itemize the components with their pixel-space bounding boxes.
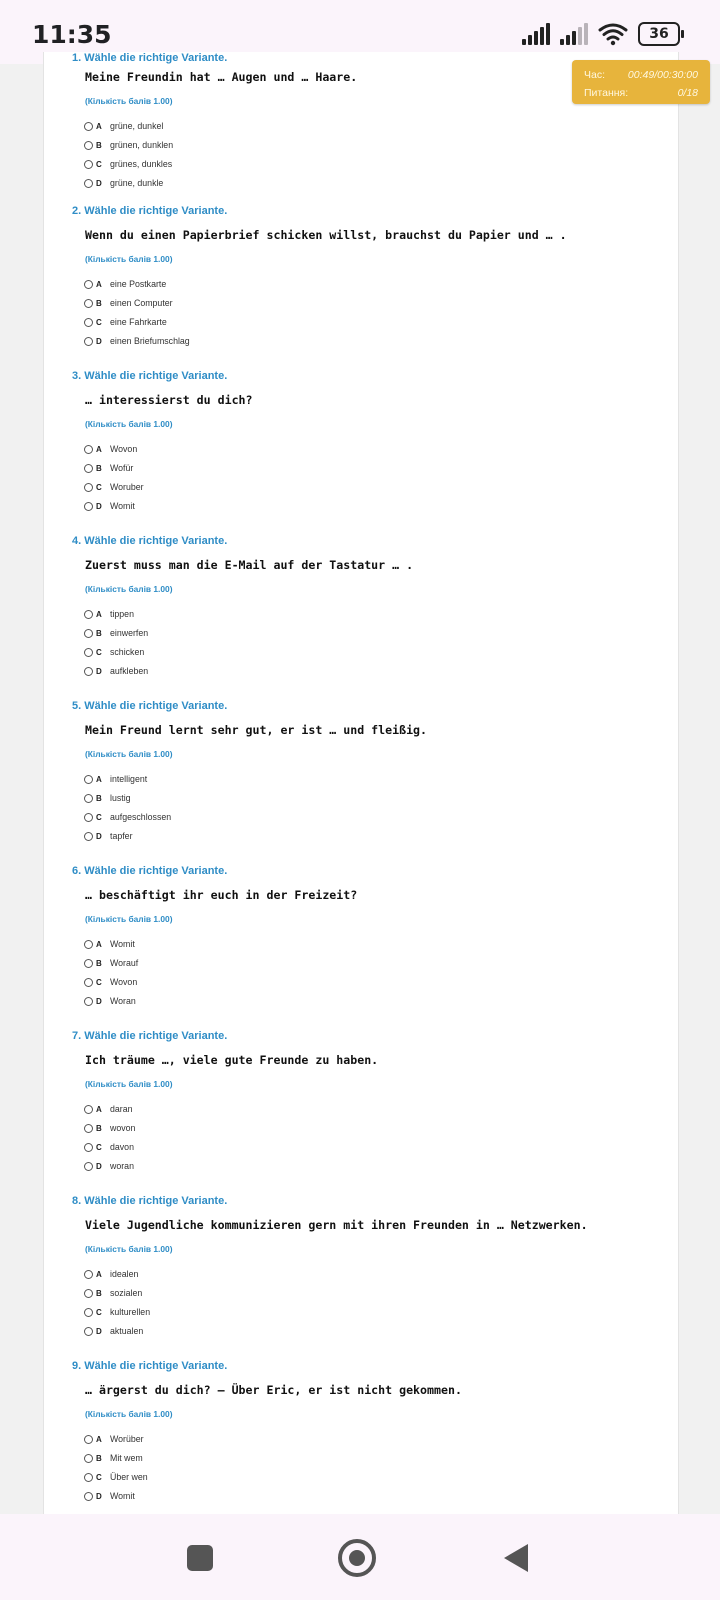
radio-button[interactable] — [84, 280, 93, 289]
home-button[interactable] — [329, 1530, 385, 1586]
option-c[interactable] — [84, 157, 172, 171]
option-text: idealen — [110, 1269, 139, 1279]
option-text: schicken — [110, 647, 145, 657]
battery-icon: 36 — [638, 22, 680, 46]
radio-button[interactable] — [84, 997, 93, 1006]
option-c[interactable] — [84, 645, 144, 659]
radio-button[interactable] — [84, 445, 93, 454]
option-b[interactable] — [84, 791, 131, 805]
option-c[interactable] — [84, 975, 137, 989]
radio-button[interactable] — [84, 1435, 93, 1444]
option-text: einen Briefumschlag — [110, 336, 190, 346]
radio-button[interactable] — [84, 337, 93, 346]
option-a[interactable] — [84, 277, 166, 291]
option-letter: C — [96, 317, 102, 327]
option-letter: D — [96, 831, 102, 841]
option-letter: C — [96, 1142, 102, 1152]
radio-button[interactable] — [84, 1492, 93, 1501]
question-points: (Кількість балів 1.00) — [85, 914, 173, 924]
question-text: Viele Jugendliche kommunizieren gern mit ihren Freunden in … Netzwerken. — [85, 1218, 588, 1232]
option-a[interactable] — [84, 937, 135, 951]
option-text: grünen, dunklen — [110, 140, 174, 150]
question-points: (Кількість балів 1.00) — [85, 1409, 173, 1419]
option-d[interactable] — [84, 1489, 135, 1503]
question-points: (Кількість балів 1.00) — [85, 584, 173, 594]
radio-button[interactable] — [84, 1105, 93, 1114]
radio-button[interactable] — [84, 502, 93, 511]
recents-icon — [187, 1545, 213, 1571]
radio-button[interactable] — [84, 160, 93, 169]
option-letter: A — [96, 1434, 102, 1444]
option-text: lustig — [110, 793, 131, 803]
wifi-icon — [598, 22, 628, 46]
option-b[interactable] — [84, 1286, 142, 1300]
option-text: grünes, dunkles — [110, 159, 173, 169]
option-d[interactable] — [84, 1324, 143, 1338]
option-b[interactable] — [84, 626, 148, 640]
option-text: Wovon — [110, 977, 138, 987]
question-title: 3. Wähle die richtige Variante. — [72, 370, 228, 382]
option-letter: C — [96, 159, 102, 169]
option-text: wovon — [110, 1123, 136, 1133]
question-title-partial: 1. Wähle die richtige Variante. — [72, 52, 228, 64]
radio-button[interactable] — [84, 794, 93, 803]
timer-time-value: 00:49/00:30:00 — [627, 69, 698, 81]
radio-button[interactable] — [84, 775, 93, 784]
radio-button[interactable] — [84, 1270, 93, 1279]
radio-button[interactable] — [84, 648, 93, 657]
recents-button[interactable] — [172, 1530, 228, 1586]
option-letter: B — [96, 793, 102, 803]
option-text: einen Computer — [110, 298, 173, 308]
question-title: 5. Wähle die richtige Variante. — [72, 700, 228, 712]
radio-button[interactable] — [84, 1327, 93, 1336]
option-b[interactable] — [84, 1121, 135, 1135]
option-text: kulturellen — [110, 1307, 151, 1317]
option-c[interactable] — [84, 480, 144, 494]
question-points: (Кількість балів 1.00) — [85, 1244, 173, 1254]
radio-button[interactable] — [84, 179, 93, 188]
question-points: (Кількість балів 1.00) — [85, 1079, 173, 1089]
question-points: (Кількість балів 1.00) — [85, 254, 173, 264]
radio-button[interactable] — [84, 978, 93, 987]
option-text: Über wen — [110, 1472, 148, 1482]
option-letter: A — [96, 609, 102, 619]
navigation-bar — [0, 1514, 720, 1600]
option-text: aktualen — [110, 1326, 144, 1336]
radio-button[interactable] — [84, 299, 93, 308]
option-letter: B — [96, 140, 102, 150]
question-points: (Кількість балів 1.00) — [85, 749, 173, 759]
status-time: 11:35 — [32, 20, 112, 49]
option-d[interactable] — [84, 334, 190, 348]
option-text: grüne, dunkel — [110, 121, 164, 131]
option-text: Womit — [110, 501, 135, 511]
option-letter: D — [96, 1326, 102, 1336]
radio-button[interactable] — [84, 318, 93, 327]
radio-button[interactable] — [84, 959, 93, 968]
question-title: 6. Wähle die richtige Variante. — [72, 865, 228, 877]
option-letter: A — [96, 1104, 102, 1114]
radio-button[interactable] — [84, 813, 93, 822]
quiz-sheet — [43, 52, 698, 1532]
question-text: … beschäftigt ihr euch in der Freizeit? — [85, 888, 358, 902]
question-title: 7. Wähle die richtige Variante. — [72, 1030, 228, 1042]
radio-button[interactable] — [84, 940, 93, 949]
timer-questions-value: 0/18 — [677, 87, 698, 99]
option-b[interactable] — [84, 296, 173, 310]
home-icon — [338, 1539, 376, 1577]
option-letter: A — [96, 939, 102, 949]
back-button[interactable] — [488, 1530, 544, 1586]
signal-icon — [522, 23, 550, 45]
option-a[interactable] — [84, 772, 147, 786]
back-icon — [504, 1544, 528, 1572]
question-points: (Кількість балів 1.00) — [85, 96, 173, 106]
option-letter: C — [96, 812, 102, 822]
timer-questions-row — [584, 87, 698, 99]
option-text: tapfer — [110, 831, 133, 841]
radio-button[interactable] — [84, 1308, 93, 1317]
option-letter: B — [96, 298, 102, 308]
radio-button[interactable] — [84, 1473, 93, 1482]
option-letter: D — [96, 178, 102, 188]
question-text: Wenn du einen Papierbrief schicken willst, brauchst du Papier und … . — [85, 228, 567, 242]
question-text: … ärgerst du dich? — Über Eric, er ist nicht gekommen. — [85, 1383, 462, 1397]
option-letter: D — [96, 666, 102, 676]
radio-button[interactable] — [84, 629, 93, 638]
option-b[interactable] — [84, 461, 133, 475]
option-letter: C — [96, 1307, 102, 1317]
question-text: … interessierst du dich? — [85, 393, 253, 407]
radio-button[interactable] — [84, 1162, 93, 1171]
option-c[interactable] — [84, 1140, 134, 1154]
option-letter: A — [96, 279, 102, 289]
option-letter: B — [96, 628, 102, 638]
timer-questions-label: Питання: — [584, 87, 629, 99]
option-a[interactable] — [84, 607, 134, 621]
option-a[interactable] — [84, 1102, 133, 1116]
option-c[interactable] — [84, 810, 171, 824]
option-text: sozialen — [110, 1288, 143, 1298]
option-letter: A — [96, 444, 102, 454]
option-text: grüne, dunkle — [110, 178, 164, 188]
option-text: eine Postkarte — [110, 279, 167, 289]
question-title: 2. Wähle die richtige Variante. — [72, 205, 228, 217]
option-a[interactable] — [84, 442, 137, 456]
option-letter: B — [96, 1453, 102, 1463]
option-letter: C — [96, 977, 102, 987]
option-text: intelligent — [110, 774, 148, 784]
question-text: Mein Freund lernt sehr gut, er ist … und fleißig. — [85, 723, 428, 737]
option-c[interactable] — [84, 315, 167, 329]
question-title: 4. Wähle die richtige Variante. — [72, 535, 228, 547]
option-text: daran — [110, 1104, 133, 1114]
option-letter: B — [96, 958, 102, 968]
option-a[interactable] — [84, 1267, 138, 1281]
question-text: Ich träume …, viele gute Freunde zu haben. — [85, 1053, 379, 1067]
option-text: Wofür — [110, 463, 134, 473]
option-a[interactable] — [84, 119, 163, 133]
option-b[interactable] — [84, 138, 173, 152]
radio-button[interactable] — [84, 141, 93, 150]
radio-button[interactable] — [84, 1143, 93, 1152]
option-text: aufgeschlossen — [110, 812, 172, 822]
option-letter: D — [96, 996, 102, 1006]
timer-time-label: Час: — [584, 69, 606, 81]
option-a[interactable] — [84, 1432, 144, 1446]
option-text: Woruber — [110, 482, 144, 492]
option-text: davon — [110, 1142, 134, 1152]
timer-time-row — [584, 69, 698, 81]
system-icons — [522, 22, 680, 46]
radio-button[interactable] — [84, 122, 93, 131]
question-text: Zuerst muss man die E-Mail auf der Tastatur … . — [85, 558, 414, 572]
option-letter: B — [96, 463, 102, 473]
option-letter: B — [96, 1123, 102, 1133]
radio-button[interactable] — [84, 1124, 93, 1133]
quiz-timer — [572, 60, 710, 104]
radio-button[interactable] — [84, 464, 93, 473]
option-c[interactable] — [84, 1470, 148, 1484]
option-d[interactable] — [84, 499, 135, 513]
option-text: woran — [110, 1161, 134, 1171]
option-letter: C — [96, 482, 102, 492]
option-letter: A — [96, 774, 102, 784]
option-text: eine Fahrkarte — [110, 317, 167, 327]
option-letter: B — [96, 1288, 102, 1298]
option-d[interactable] — [84, 994, 136, 1008]
radio-button[interactable] — [84, 667, 93, 676]
option-letter: D — [96, 336, 102, 346]
radio-button[interactable] — [84, 1289, 93, 1298]
option-text: aufkleben — [110, 666, 149, 676]
option-letter: D — [96, 501, 102, 511]
option-letter: A — [96, 1269, 102, 1279]
option-text: Mit wem — [110, 1453, 143, 1463]
option-c[interactable] — [84, 1305, 150, 1319]
option-text: Womit — [110, 1491, 135, 1501]
signal-icon — [560, 23, 588, 45]
quiz-page[interactable] — [0, 52, 720, 1514]
option-letter: D — [96, 1161, 102, 1171]
option-d[interactable] — [84, 664, 148, 678]
option-text: Woran — [110, 996, 136, 1006]
option-letter: C — [96, 647, 102, 657]
option-letter: A — [96, 121, 102, 131]
radio-button[interactable] — [84, 1454, 93, 1463]
option-text: Worauf — [110, 958, 139, 968]
option-text: Worüber — [110, 1434, 144, 1444]
option-b[interactable] — [84, 956, 138, 970]
option-d[interactable] — [84, 829, 133, 843]
radio-button[interactable] — [84, 610, 93, 619]
radio-button[interactable] — [84, 483, 93, 492]
option-text: tippen — [110, 609, 134, 619]
option-d[interactable] — [84, 1159, 134, 1173]
radio-button[interactable] — [84, 832, 93, 841]
question-title: 9. Wähle die richtige Variante. — [72, 1360, 228, 1372]
question-text: Meine Freundin hat … Augen und … Haare. — [85, 70, 358, 84]
option-text: Womit — [110, 939, 135, 949]
question-points: (Кількість балів 1.00) — [85, 419, 173, 429]
option-text: einwerfen — [110, 628, 149, 638]
option-letter: C — [96, 1472, 102, 1482]
option-text: Wovon — [110, 444, 138, 454]
option-letter: D — [96, 1491, 102, 1501]
question-title: 8. Wähle die richtige Variante. — [72, 1195, 228, 1207]
option-d[interactable] — [84, 176, 163, 190]
option-b[interactable] — [84, 1451, 143, 1465]
